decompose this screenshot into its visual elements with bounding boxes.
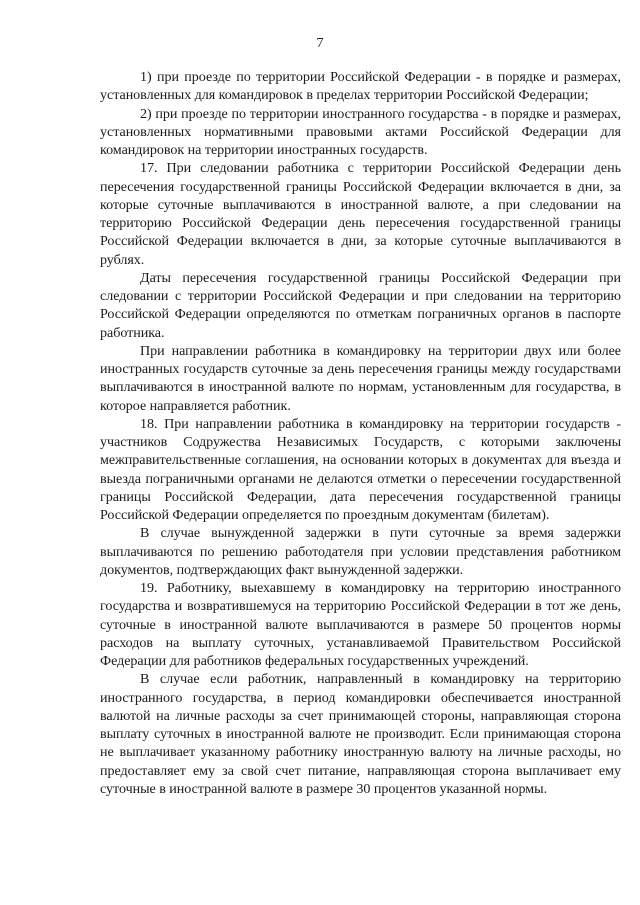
paragraph-clause-16-1: 1) при проезде по территории Российской Федерации - в порядке и размерах, установленных для командировок в пределах территории Российской Федерации; xyxy=(100,69,621,104)
paragraph-clause-16-2: 2) при проезде по территории иностранного государства - в порядке и размерах, установленных нормативными правовыми актами Российской Федерации для командировок на территории иностранных государств. xyxy=(100,105,621,158)
paragraph-clause-18: 18. При направлении работника в командировку на территории государств - участников Содружества Независимых Государств, с которыми заключены межправительственные соглашения, на основании которых в документах для въезда и выезда пограничными органами не делаются отметки о пересечении государственной границы Российской Федерации, дата пересечения государственной границы Российской Федерации определяется по проездным документам (билетам). xyxy=(100,415,621,523)
paragraph-forced-delay: В случае вынужденной задержки в пути суточные за время задержки выплачиваются по решению работодателя при условии представления работником документов, подтверждающих факт вынужденной задержки. xyxy=(100,525,621,578)
paragraph-clause-19: 19. Работнику, выехавшему в командировку на территорию иностранного государства и возвратившемуся на территорию Российской Федерации в тот же день, суточные в иностранной валюте выплачиваются в размере 50 процентов нормы расходов на выплату суточных, устанавливаемой Правительством Российской Федерации для работников федеральных государственных учреждений. xyxy=(100,580,621,669)
page-number: 7 xyxy=(316,36,324,51)
paragraph-border-crossing-dates: Даты пересечения государственной границы Российской Федерации при следовании с территории Российской Федерации и при следовании на территорию Российской Федерации определяются по отметкам пограничных органов в паспорте работника. xyxy=(100,269,621,341)
paragraph-multiple-states: При направлении работника в командировку на территории двух или более иностранных государств суточные за день пересечения границы между государствами выплачиваются в иностранной валюте по нормам, установленным для государства, в которое направляется работник. xyxy=(100,342,621,414)
document-body xyxy=(100,68,621,798)
paragraph-clause-17: 17. При следовании работника с территории Российской Федерации день пересечения государственной границы Российской Федерации включается в дни, за которые суточные выплачиваются в иностранной валюте, а при следовании на территорию Российской Федерации день пересечения государственной границы Российской Федерации включается в дни, за которые суточные выплачиваются в рублях. xyxy=(100,160,621,268)
paragraph-host-provided-currency: В случае если работник, направленный в командировку на территорию иностранного государства, в период командировки обеспечивается иностранной валютой на личные расходы за счет принимающей стороны, направляющая сторона выплату суточных в иностранной валюте не производит. Если принимающая сторона не выплачивает указанному работнику иностранную валюту на личные расходы, но предоставляет ему за свой счет питание, направляющая сторона выплачивает ему суточные в иностранной валюте в размере 30 процентов указанной нормы. xyxy=(100,671,621,797)
